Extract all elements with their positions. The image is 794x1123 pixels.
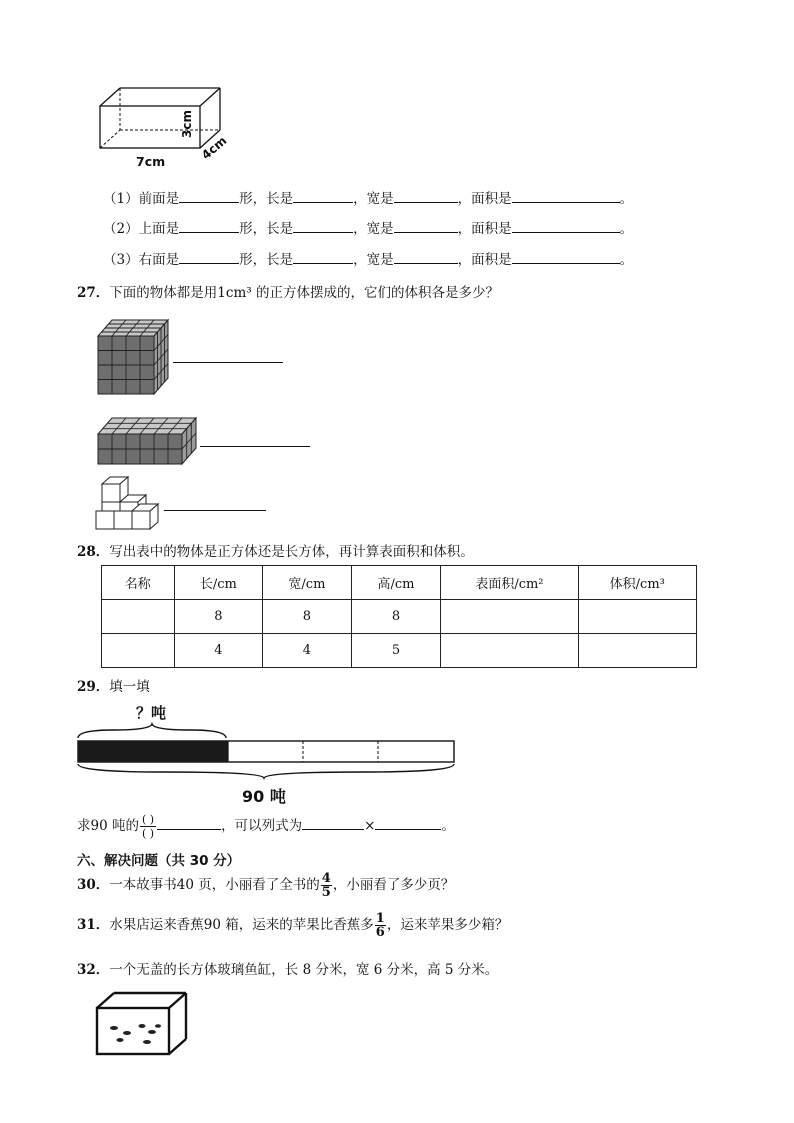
face-question-3: （3）右面是 形，长是 ，宽是 ，面积是 。 bbox=[103, 252, 634, 268]
answer-line-2[interactable] bbox=[200, 446, 310, 447]
height-label: 3cm bbox=[180, 110, 194, 138]
header-cell: 宽/cm bbox=[263, 566, 352, 600]
length-blank[interactable] bbox=[293, 219, 353, 233]
table-row bbox=[102, 600, 697, 634]
question-29: 29．填一填 bbox=[77, 679, 150, 695]
area-blank[interactable] bbox=[512, 189, 620, 203]
header-cell: 体积/cm³ bbox=[578, 566, 696, 600]
factor-blank-2[interactable] bbox=[375, 816, 441, 830]
bar-diagram bbox=[74, 700, 460, 810]
area-blank[interactable] bbox=[512, 250, 620, 264]
table-header-row bbox=[102, 566, 697, 600]
face-question-1: （1）前面是 形，长是 ，宽是 ，面积是 。 bbox=[103, 191, 634, 207]
header-cell: 高/cm bbox=[351, 566, 441, 600]
shape-blank[interactable] bbox=[179, 250, 239, 264]
table-row bbox=[102, 634, 697, 668]
width-blank[interactable] bbox=[394, 189, 458, 203]
width-label: 4cm bbox=[198, 133, 230, 163]
section-6-title: 六、解决问题（共 30 分） bbox=[77, 853, 241, 869]
length-blank[interactable] bbox=[293, 189, 353, 203]
fraction: $\frac{4}{5}$ bbox=[321, 871, 331, 900]
width-blank[interactable] bbox=[394, 219, 458, 233]
length-blank[interactable] bbox=[293, 250, 353, 264]
bottom-label: 90 吨 bbox=[242, 787, 286, 806]
shape-blank[interactable] bbox=[179, 219, 239, 233]
shape-blank[interactable] bbox=[179, 189, 239, 203]
table-cell: 5 bbox=[351, 634, 441, 668]
volume-cell[interactable] bbox=[578, 600, 696, 634]
fish-tank-figure bbox=[92, 988, 192, 1060]
cube-stack-large bbox=[94, 314, 174, 400]
area-blank[interactable] bbox=[512, 219, 620, 233]
solid-table bbox=[101, 565, 697, 668]
surface-area-cell[interactable] bbox=[441, 634, 578, 668]
cube-stack-small bbox=[92, 472, 164, 532]
question-31: 31．水果店运来香蕉90 箱，运来的苹果比香蕉多 $\frac{1}{6}$ ，运来苹果多少箱？ bbox=[77, 911, 509, 940]
name-cell[interactable] bbox=[102, 600, 175, 634]
length-label: 7cm bbox=[136, 154, 166, 169]
factor-blank-1[interactable] bbox=[302, 816, 364, 830]
question-28: 28．写出表中的物体是正方体还是长方体，再计算表面积和体积。 bbox=[77, 544, 474, 560]
cube-stack-flat bbox=[94, 412, 204, 470]
q29-fill-line: 求90 吨的 $\frac{( )}{( )}$ ，可以列式为 × 。 bbox=[77, 813, 455, 840]
question-30: 30．一本故事书40 页，小丽看了全书的 $\frac{4}{5}$ ，小丽看了多少页？ bbox=[77, 871, 455, 900]
header-cell: 长/cm bbox=[174, 566, 263, 600]
name-cell[interactable] bbox=[102, 634, 175, 668]
header-cell: 表面积/cm² bbox=[441, 566, 578, 600]
table-cell: 8 bbox=[351, 600, 441, 634]
question-27: 27．下面的物体都是用1cm³ 的正方体摆成的，它们的体积各是多少？ bbox=[77, 285, 499, 301]
answer-line-3[interactable] bbox=[164, 510, 266, 511]
fraction: $\frac{( )}{( )}$ bbox=[141, 813, 155, 840]
table-cell: 8 bbox=[174, 600, 263, 634]
question-32: 32．一个无盖的长方体玻璃鱼缸，长 8 分米，宽 6 分米，高 5 分米。 bbox=[77, 962, 499, 978]
face-question-2: （2）上面是 形，长是 ，宽是 ，面积是 。 bbox=[103, 221, 634, 237]
table-cell: 8 bbox=[263, 600, 352, 634]
volume-cell[interactable] bbox=[578, 634, 696, 668]
width-blank[interactable] bbox=[394, 250, 458, 264]
cuboid-figure bbox=[92, 80, 252, 172]
header-cell: 名称 bbox=[102, 566, 175, 600]
answer-blank[interactable] bbox=[157, 816, 221, 830]
fraction: $\frac{1}{6}$ bbox=[375, 911, 385, 940]
surface-area-cell[interactable] bbox=[441, 600, 578, 634]
top-label: ？吨 bbox=[136, 704, 167, 722]
table-cell: 4 bbox=[263, 634, 352, 668]
table-cell: 4 bbox=[174, 634, 263, 668]
answer-line-1[interactable] bbox=[173, 362, 283, 363]
